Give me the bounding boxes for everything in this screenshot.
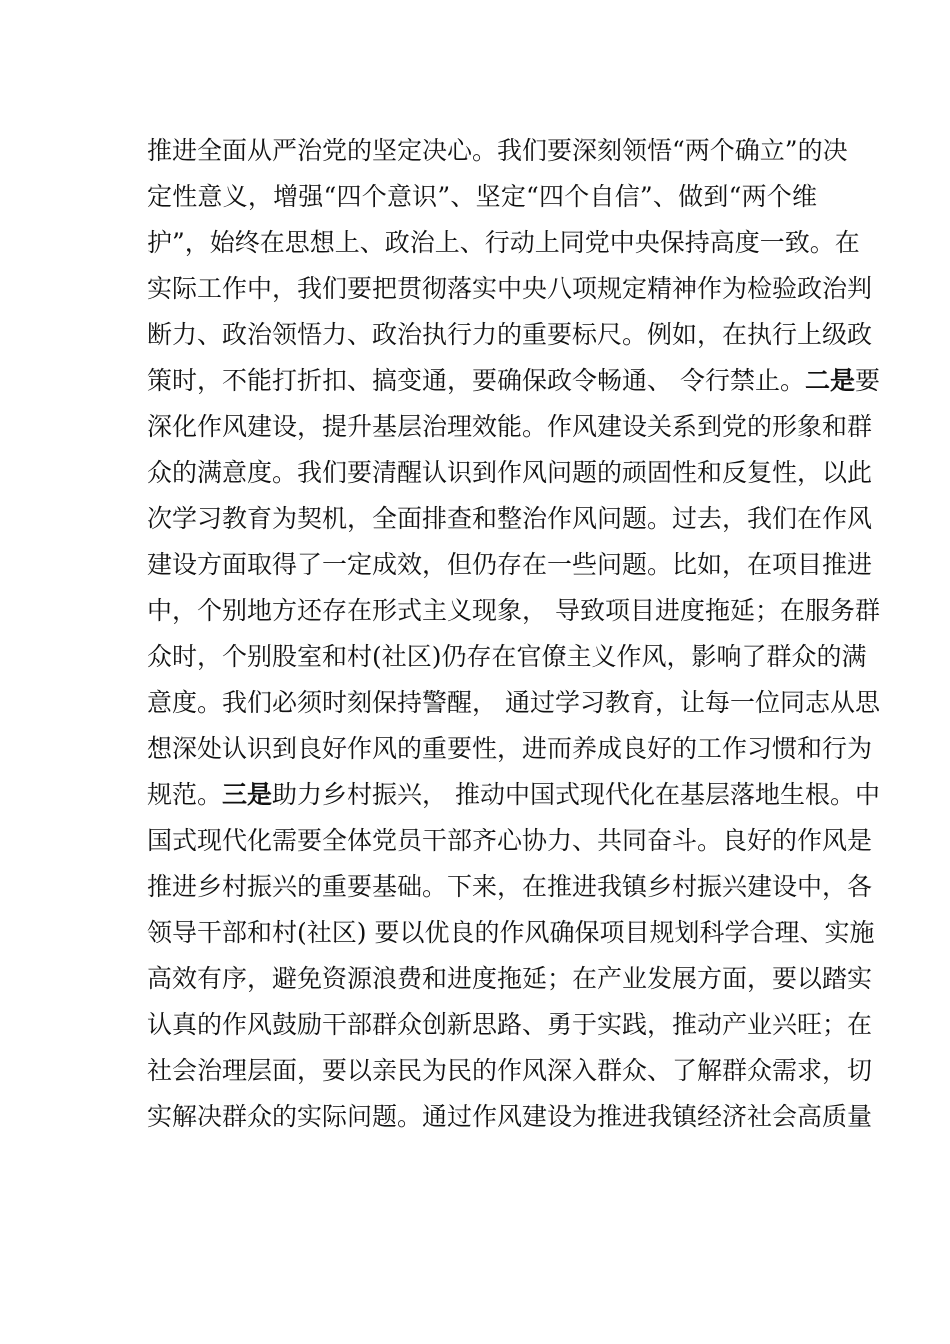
text-line-21: 社会治理层面，要以亲民为民的作风深入群众、了解群众需求，切 [147,1056,873,1085]
text-line-12: 众时，个别股室和村(社区)仍存在官僚主义作风，影响了群众的满 [147,642,867,671]
text-line-10: 建设方面取得了一定成效，但仍存在一些问题。比如，在项目推进 [147,550,873,579]
text-line-14: 想深处认识到良好作风的重要性，进而养成良好的工作习惯和行为 [147,734,873,763]
text-line-2: 定性意义，增强“四个意识”、坚定“四个自信”、做到“两个维 [147,182,817,211]
point-three-marker: 三是 [222,780,273,809]
text-line-8: 众的满意度。我们要清醒认识到作风问题的顽固性和反复性，以此 [147,458,873,487]
text-line-7: 深化作风建设，提升基层治理效能。作风建设关系到党的形象和群 [147,412,873,441]
text-line-15-part-1: 规范。 [147,780,223,809]
text-line-3: 护”，始终在思想上、政治上、行动上同党中央保持高度一致。在 [147,228,860,257]
point-two-marker: 二是 [804,366,855,395]
text-line-13: 意度。我们必须时刻保持警醒， 通过学习教育，让每一位同志从思 [147,688,880,717]
text-line-1: 推进全面从严治党的坚定决心。我们要深刻领悟“两个确立”的决 [147,136,848,165]
text-line-22: 实解决群众的实际问题。通过作风建设为推进我镇经济社会高质量 [147,1102,873,1131]
text-line-15-part-2: 助力乡村振兴， 推动中国式现代化在基层落地生根。中 [272,780,880,809]
text-line-6-part-2: 要 [854,366,880,395]
text-line-9: 次学习教育为契机，全面排查和整治作风问题。过去，我们在作风 [147,504,873,533]
text-line-4: 实际工作中，我们要把贯彻落实中央八项规定精神作为检验政治判 [147,274,873,303]
text-line-19: 高效有序，避免资源浪费和进度拖延；在产业发展方面，要以踏实 [147,964,873,993]
text-line-16: 国式现代化需要全体党员干部齐心协力、共同奋斗。良好的作风是 [147,826,873,855]
text-line-11: 中，个别地方还存在形式主义现象， 导致项目进度拖延；在服务群 [147,596,880,625]
text-line-17: 推进乡村振兴的重要基础。下来，在推进我镇乡村振兴建设中，各 [147,872,873,901]
text-line-18: 领导干部和村(社区) 要以优良的作风确保项目规划科学合理、实施 [147,918,875,947]
text-line-6-part-1: 策时，不能打折扣、搞变通，要确保政令畅通、 令行禁止。 [147,366,805,395]
text-line-5: 断力、政治领悟力、政治执行力的重要标尺。例如，在执行上级政 [147,320,873,349]
text-line-20: 认真的作风鼓励干部群众创新思路、勇于实践，推动产业兴旺；在 [147,1010,873,1039]
text-line-15 [147,772,880,818]
body-paragraph [147,128,880,1140]
text-line-6 [147,358,880,404]
